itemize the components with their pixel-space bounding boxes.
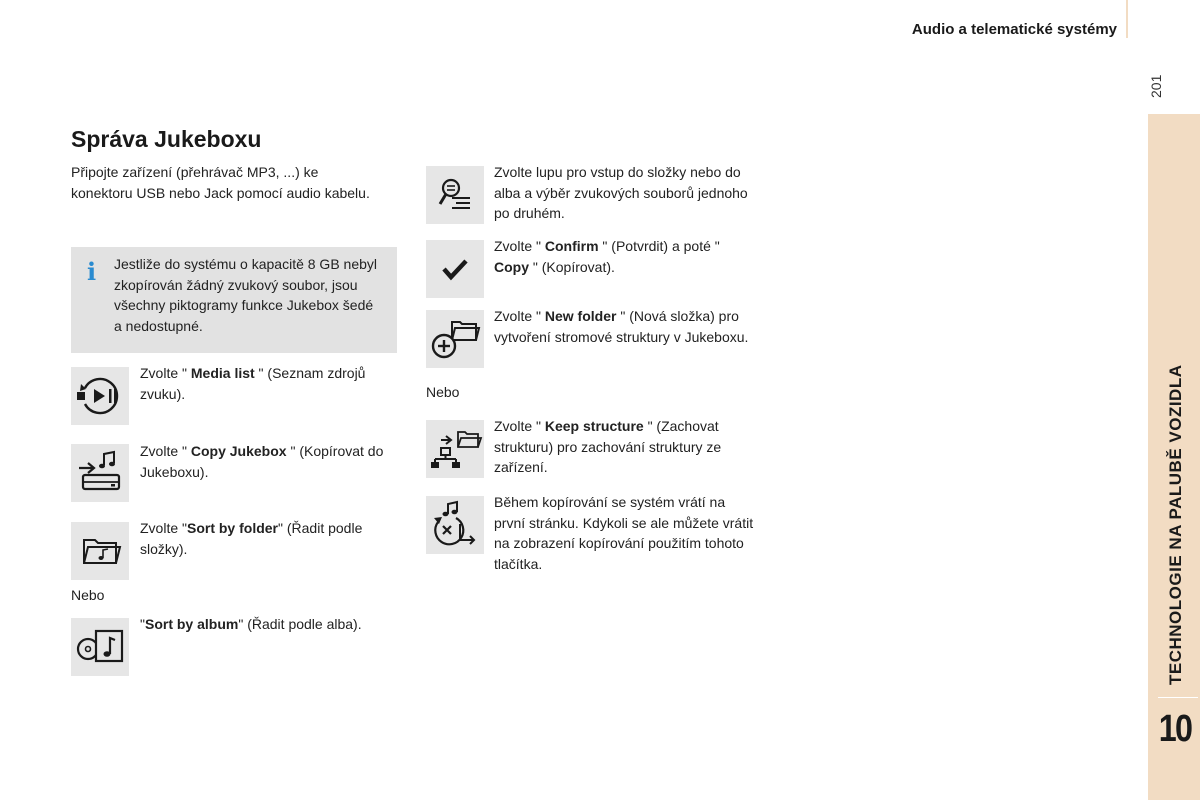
media-list-icon — [71, 367, 129, 425]
new-folder-text — [494, 306, 754, 347]
return-text: Během kopírování se systém vrátí na první stránku. Kdykoli se ale můžete vrátit na zobrazení kopírování použitím tohoto tlačítka. — [494, 494, 754, 572]
text-fragment: " (Seznam zdrojů zvuku). — [140, 365, 366, 402]
text-fragment: " — [140, 616, 145, 632]
sort-by-album-button[interactable] — [71, 618, 129, 676]
chapter-divider — [1158, 697, 1198, 698]
header-divider — [1126, 0, 1128, 38]
text-fragment: " (Zachovat strukturu) pro zachování struktury ze zařízení. — [494, 418, 722, 475]
sort-album-text — [140, 614, 395, 635]
text-fragment: " (Řadit podle alba). — [238, 616, 362, 632]
magnifier-list-icon — [426, 166, 484, 224]
confirm-button[interactable] — [426, 240, 484, 298]
sort-album-label: Sort by album — [144, 616, 239, 632]
chapter-number: 10 — [1158, 708, 1192, 750]
text-fragment: " (Kopírovat). — [529, 258, 615, 275]
running-header: Audio a telematické systémy — [911, 21, 1117, 38]
page-number — [1147, 76, 1165, 102]
keep-structure-icon — [426, 420, 484, 478]
new-folder-icon — [426, 310, 484, 368]
media-list-label: Media list — [190, 365, 255, 381]
sort-folder-text — [140, 518, 395, 559]
text-fragment: Zvolte " — [494, 308, 545, 324]
sort-by-folder-button[interactable] — [71, 522, 129, 580]
copy-label: Copy — [494, 258, 529, 275]
intro-text: Připojte zařízení (přehrávač MP3, ...) ke konektoru USB nebo Jack pomocí audio kabelu. — [71, 164, 370, 201]
sort-by-folder-icon — [71, 522, 129, 580]
info-text: Jestliže do systému o kapacitě 8 GB nebyl zkopírován žádný zvukový soubor, jsou všechny piktogramy funkce Jukebox šedé a nedostupné. — [114, 256, 378, 334]
text-fragment: Zvolte " — [494, 238, 545, 254]
keep-structure-button[interactable] — [426, 420, 484, 478]
page-number-text: 201 — [1148, 74, 1164, 98]
sort-folder-label: Sort by folder — [186, 520, 278, 536]
or-text: Nebo — [71, 587, 105, 603]
return-to-copy-icon — [426, 496, 484, 554]
keep-structure-label: Keep structure — [544, 418, 644, 434]
text-fragment: " (Řadit podle složky). — [140, 520, 363, 557]
magnifier-text: Zvolte lupu pro vstup do složky nebo do alba a výběr zvukových souborů jednoho po druhém. — [494, 164, 748, 221]
media-list-text — [140, 363, 395, 404]
copy-jukebox-text — [140, 441, 395, 482]
media-list-button[interactable] — [71, 367, 129, 425]
chapter-title: TECHNOLOGIE NA PALUBĚ VOZIDLA — [1166, 364, 1185, 685]
copy-jukebox-label: Copy Jukebox — [190, 443, 287, 459]
info-box — [71, 247, 397, 353]
copy-jukebox-icon — [71, 444, 129, 502]
info-icon: i — [87, 257, 97, 286]
new-folder-button[interactable] — [426, 310, 484, 368]
section-title: Správa Jukeboxu — [71, 126, 262, 152]
checkmark-icon — [426, 240, 484, 298]
text-fragment: Zvolte " — [494, 418, 545, 434]
text-fragment: " (Kopírovat do Jukeboxu). — [140, 443, 384, 480]
text-fragment: Zvolte " — [140, 520, 187, 536]
copy-jukebox-button[interactable] — [71, 444, 129, 502]
confirm-text — [494, 236, 749, 277]
keep-structure-text — [494, 416, 754, 478]
new-folder-label: New folder — [544, 308, 617, 324]
confirm-label: Confirm — [544, 238, 599, 254]
return-copy-button[interactable] — [426, 496, 484, 554]
sort-by-album-icon — [71, 618, 129, 676]
text-fragment: " (Potvrdit) a poté " — [598, 238, 720, 254]
text-fragment: Zvolte " — [140, 365, 191, 381]
magnifier-button[interactable] — [426, 166, 484, 224]
text-fragment: " (Nová složka) pro vytvoření stromové struktury v Jukeboxu. — [494, 308, 749, 345]
text-fragment: Zvolte " — [140, 443, 191, 459]
or-text: Nebo — [426, 384, 460, 400]
